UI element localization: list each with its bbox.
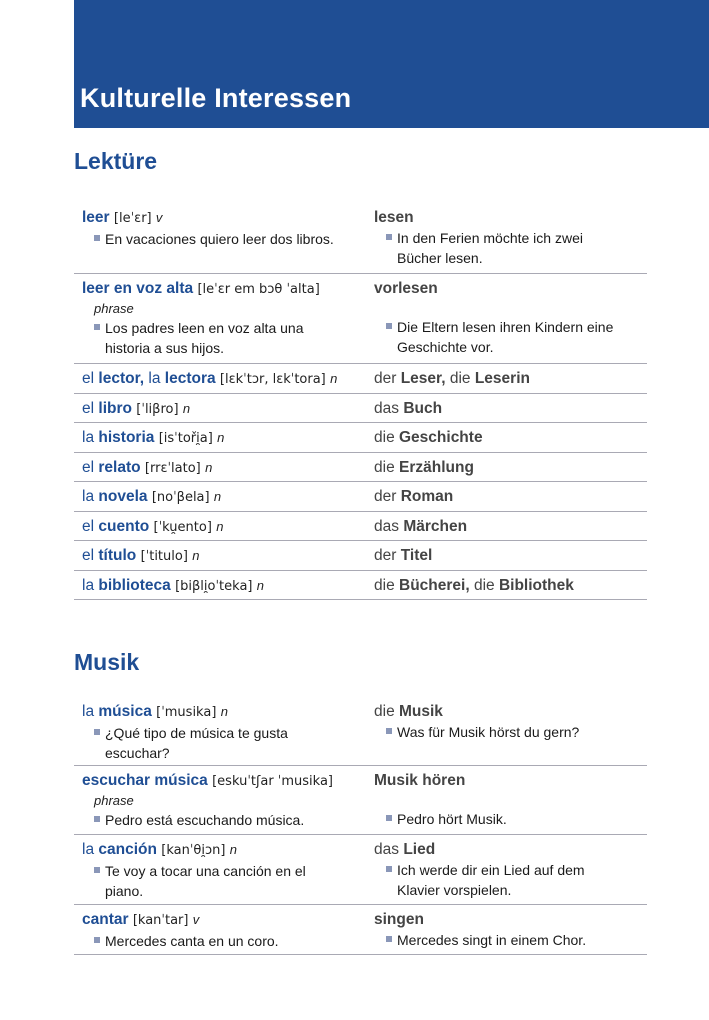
phrase-label: phrase xyxy=(94,301,134,316)
spanish-entry xyxy=(82,702,367,763)
example-line: Bücher lesen. xyxy=(397,250,483,266)
german-word: Musik hören xyxy=(374,772,466,789)
german-example xyxy=(374,228,647,268)
german-entry xyxy=(374,458,647,478)
vocab-row xyxy=(74,835,647,905)
german-word: singen xyxy=(374,911,424,928)
header-banner xyxy=(74,0,709,128)
german-article: der xyxy=(374,547,397,564)
example-line: Was für Musik hörst du gern? xyxy=(397,724,580,740)
german-word: Lied xyxy=(403,841,436,858)
german-headword xyxy=(374,702,647,722)
spanish-word: lectora xyxy=(164,370,216,387)
german-headword xyxy=(374,771,647,791)
german-entry xyxy=(374,279,647,357)
spanish-article: el xyxy=(82,518,95,535)
spanish-article: el xyxy=(82,370,95,387)
spanish-example xyxy=(82,810,367,830)
spanish-word: título xyxy=(98,547,137,564)
spanish-headword xyxy=(82,771,367,792)
spanish-entry xyxy=(82,399,367,420)
ipa-transcription: [noˈβela] xyxy=(151,490,210,505)
spanish-entry xyxy=(82,840,367,901)
german-entry xyxy=(374,208,647,268)
part-of-speech: n xyxy=(256,578,265,593)
spanish-word: leer xyxy=(82,209,110,226)
german-headword xyxy=(374,517,647,537)
spanish-headword xyxy=(82,576,367,597)
example-line: piano. xyxy=(105,883,144,899)
spanish-word: relato xyxy=(98,459,141,476)
german-example xyxy=(374,809,647,829)
german-entry xyxy=(374,702,647,742)
example-line: Pedro está escuchando música. xyxy=(105,812,305,828)
vocab-row xyxy=(74,274,647,364)
part-of-speech: n xyxy=(220,704,228,719)
german-word: vorlesen xyxy=(374,280,438,297)
spanish-article: el xyxy=(82,547,95,564)
part-of-speech: v xyxy=(192,912,200,927)
vocab-row xyxy=(74,905,647,955)
german-entry xyxy=(374,428,647,448)
german-entry xyxy=(374,487,647,507)
german-word: Leser, xyxy=(400,370,446,387)
part-of-speech: v xyxy=(155,210,163,225)
german-article: die xyxy=(374,429,395,446)
spanish-entry xyxy=(82,910,367,951)
spanish-headword xyxy=(82,208,367,229)
german-word: Musik xyxy=(399,703,443,720)
ipa-transcription: [rrɛˈlato] xyxy=(144,461,201,476)
german-entry xyxy=(374,910,647,950)
german-headword xyxy=(374,279,647,299)
spanish-example xyxy=(82,229,367,249)
part-of-speech: n xyxy=(205,460,213,475)
part-of-speech: n xyxy=(213,489,222,504)
example-line: Los padres leen en voz alta una xyxy=(105,320,304,336)
bullet-square-icon xyxy=(94,937,100,943)
ipa-transcription: [ˈtitulo] xyxy=(140,549,188,564)
german-headword xyxy=(374,576,647,596)
example-line: Die Eltern lesen ihren Kindern eine xyxy=(397,319,614,335)
german-article: die xyxy=(374,703,395,720)
german-article: das xyxy=(374,518,399,535)
phrase-label: phrase xyxy=(94,793,134,808)
spanish-headword xyxy=(82,458,367,479)
german-entry xyxy=(374,546,647,566)
german-headword xyxy=(374,910,647,930)
ipa-transcription: [lɛkˈtɔr, lɛkˈtora] xyxy=(219,372,326,387)
spanish-example xyxy=(82,318,367,358)
spanish-entry xyxy=(82,546,367,567)
spanish-word: biblioteca xyxy=(98,577,171,594)
example-line: ¿Qué tipo de música te gusta xyxy=(105,725,288,741)
bullet-square-icon xyxy=(94,729,100,735)
example-line: Mercedes singt in einem Chor. xyxy=(397,932,587,948)
spanish-headword xyxy=(82,279,367,300)
part-of-speech: n xyxy=(192,548,200,563)
german-word: Erzählung xyxy=(399,459,474,476)
spanish-headword xyxy=(82,546,367,567)
spanish-word: lector, xyxy=(98,370,145,387)
spanish-entry xyxy=(82,517,367,538)
german-headword xyxy=(374,399,647,419)
german-entry xyxy=(374,771,647,829)
german-entry xyxy=(374,840,647,900)
spanish-article: el xyxy=(82,400,95,417)
example-line: Te voy a tocar una canción en el xyxy=(105,863,306,879)
german-word: Bücherei, xyxy=(399,577,470,594)
ipa-transcription: [ˈmusika] xyxy=(156,705,217,720)
german-entry xyxy=(374,369,647,389)
vocab-row xyxy=(74,512,647,541)
german-entry xyxy=(374,576,647,596)
vocab-row xyxy=(74,700,647,766)
spanish-entry xyxy=(82,208,367,249)
spanish-headword xyxy=(82,910,367,931)
german-word: Titel xyxy=(400,547,433,564)
spanish-article: la xyxy=(82,429,95,446)
spanish-word: escuchar música xyxy=(82,772,208,789)
bullet-square-icon xyxy=(386,936,392,942)
example-line: escuchar? xyxy=(105,745,170,761)
spanish-headword xyxy=(82,840,367,861)
german-article: die xyxy=(374,577,395,594)
german-word: lesen xyxy=(374,209,414,226)
spanish-headword xyxy=(82,428,367,449)
example-line: Mercedes canta en un coro. xyxy=(105,933,279,949)
german-headword xyxy=(374,487,647,507)
spanish-word: cuento xyxy=(98,518,150,535)
german-headword xyxy=(374,840,647,860)
part-of-speech: n xyxy=(330,371,338,386)
german-word: Roman xyxy=(400,488,454,505)
spanish-article: la xyxy=(82,703,95,720)
spanish-article: la xyxy=(82,488,95,505)
spanish-headword xyxy=(82,369,367,390)
ipa-transcription: [leˈɛr] xyxy=(113,211,152,226)
german-headword xyxy=(374,428,647,448)
vocab-row xyxy=(74,453,647,482)
bullet-square-icon xyxy=(94,235,100,241)
german-headword xyxy=(374,369,647,389)
spanish-headword xyxy=(82,702,367,723)
example-line: En vacaciones quiero leer dos libros. xyxy=(105,231,334,247)
spanish-word: leer en voz alta xyxy=(82,280,194,297)
section-title-musik: Musik xyxy=(74,649,140,675)
spanish-article: el xyxy=(82,459,95,476)
spanish-word: libro xyxy=(98,400,132,417)
vocab-row xyxy=(74,364,647,394)
vocab-table-musik xyxy=(74,700,647,955)
german-example xyxy=(374,722,647,742)
example-line: Ich werde dir ein Lied auf dem xyxy=(397,862,585,878)
german-article: die xyxy=(374,459,395,476)
spanish-headword xyxy=(82,517,367,538)
spanish-word: historia xyxy=(98,429,155,446)
page-title: Kulturelle Interessen xyxy=(80,83,352,113)
ipa-transcription: [kanˈtar] xyxy=(132,913,189,928)
german-word: Märchen xyxy=(403,518,468,535)
ipa-transcription: [ˈliβro] xyxy=(136,402,179,417)
vocab-table-lektuere xyxy=(74,206,647,600)
german-entry xyxy=(374,399,647,419)
spanish-headword xyxy=(82,487,367,508)
bullet-square-icon xyxy=(386,866,392,872)
example-line: In den Ferien möchte ich zwei xyxy=(397,230,583,246)
spanish-entry xyxy=(82,428,367,449)
spanish-headword xyxy=(82,399,367,420)
german-headword xyxy=(374,546,647,566)
german-word: Leserin xyxy=(474,370,530,387)
vocab-row xyxy=(74,541,647,571)
german-word: Buch xyxy=(403,400,443,417)
german-entry xyxy=(374,517,647,537)
vocab-row xyxy=(74,482,647,512)
german-headword xyxy=(374,208,647,228)
vocab-row xyxy=(74,206,647,274)
german-article: das xyxy=(374,400,399,417)
ipa-transcription: [eskuˈtʃar ˈmusika] xyxy=(212,774,334,789)
german-example xyxy=(374,930,647,950)
bullet-square-icon xyxy=(94,816,100,822)
spanish-article: la xyxy=(82,841,95,858)
ipa-transcription: [kanˈθi̯ɔn] xyxy=(161,843,226,858)
spanish-word: cantar xyxy=(82,911,129,928)
part-of-speech: n xyxy=(216,519,224,534)
german-article: die xyxy=(449,370,471,387)
example-line: Klavier vorspielen. xyxy=(397,882,512,898)
spanish-word: música xyxy=(98,703,152,720)
example-line: historia a sus hijos. xyxy=(105,340,225,356)
spanish-word: canción xyxy=(98,841,157,858)
german-word: Bibliothek xyxy=(498,577,574,594)
bullet-square-icon xyxy=(386,815,392,821)
vocab-row xyxy=(74,571,647,600)
german-article: das xyxy=(374,841,399,858)
spanish-article: la xyxy=(148,370,161,387)
spanish-entry xyxy=(82,487,367,508)
bullet-square-icon xyxy=(386,728,392,734)
ipa-transcription: [ˈku̯ento] xyxy=(153,520,212,535)
ipa-transcription: [leˈɛr em bɔθ ˈalta] xyxy=(197,282,320,297)
spanish-example xyxy=(82,723,367,763)
bullet-square-icon xyxy=(94,867,100,873)
spanish-example xyxy=(82,861,367,901)
spanish-word: novela xyxy=(98,488,148,505)
vocab-row xyxy=(74,423,647,453)
spanish-example xyxy=(82,931,367,951)
spanish-entry xyxy=(82,369,367,390)
german-headword xyxy=(374,458,647,478)
german-example xyxy=(374,860,647,900)
spanish-entry xyxy=(82,279,367,358)
spanish-entry xyxy=(82,458,367,479)
bullet-square-icon xyxy=(386,323,392,329)
section-title-lektuere: Lektüre xyxy=(74,148,158,174)
spanish-entry xyxy=(82,576,367,597)
part-of-speech: n xyxy=(229,842,237,857)
spanish-article: la xyxy=(82,577,95,594)
german-article: der xyxy=(374,488,397,505)
bullet-square-icon xyxy=(94,324,100,330)
vocab-row xyxy=(74,394,647,423)
example-line: Pedro hört Musik. xyxy=(397,811,507,827)
part-of-speech: n xyxy=(217,430,225,445)
ipa-transcription: [isˈtoři̯a] xyxy=(158,431,213,446)
bullet-square-icon xyxy=(386,234,392,240)
example-line: Geschichte vor. xyxy=(397,339,494,355)
german-article: die xyxy=(473,577,495,594)
ipa-transcription: [biβli̯oˈteka] xyxy=(175,579,253,594)
german-word: Geschichte xyxy=(399,429,483,446)
german-example xyxy=(374,317,647,357)
vocab-row xyxy=(74,766,647,835)
spanish-entry xyxy=(82,771,367,830)
part-of-speech: n xyxy=(182,401,191,416)
german-article: der xyxy=(374,370,397,387)
